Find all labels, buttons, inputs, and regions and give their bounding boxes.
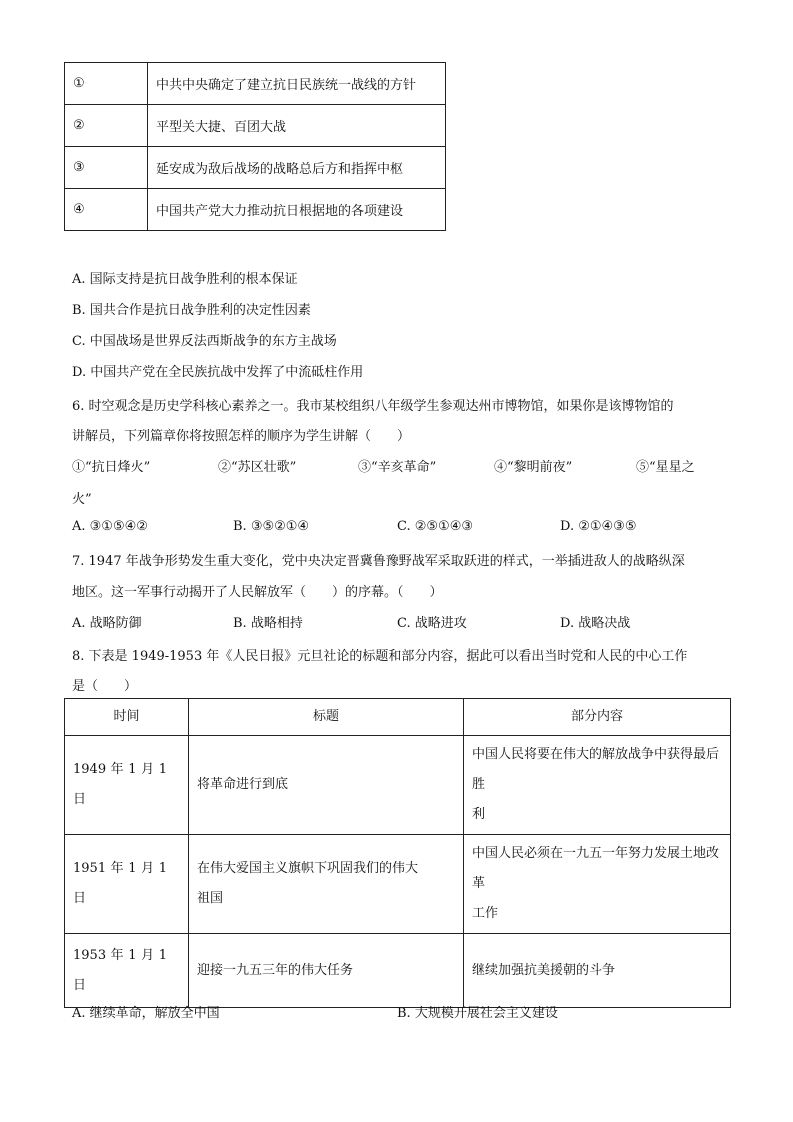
q6-stem-line1: 6. 时空观念是历史学科核心素养之一。我市某校组织八年级学生参观达州市博物馆，如果你是该博物馆的 [72, 399, 674, 414]
row-number: ② [65, 105, 148, 147]
table-header-row [65, 699, 731, 736]
content-cell: 继续加强抗美援朝的斗争 [464, 934, 731, 1008]
q6-item-5-cont: 火” [72, 492, 92, 507]
q5-option-c[interactable]: C. 中国战场是世界反法西斯战争的东方主战场 [72, 334, 337, 349]
table-row [65, 147, 446, 189]
row-number: ④ [65, 189, 148, 231]
q6-option-d[interactable]: D. ②①④③⑤ [560, 519, 637, 534]
row-number: ① [65, 63, 148, 105]
table-row [65, 835, 731, 934]
editorial-table [64, 698, 731, 1008]
row-number: ③ [65, 147, 148, 189]
q7-stem-line2: 地区。这一军事行动揭开了人民解放军（ ）的序幕。（ ） [72, 585, 443, 600]
q6-stem-line2: 讲解员，下列篇章你将按照怎样的顺序为学生讲解（ ） [72, 429, 411, 444]
date-cell: 1949 年 1 月 1 日 [65, 736, 189, 835]
q6-option-b[interactable]: B. ③⑤②①④ [233, 519, 310, 534]
content-cell: 中国人民必须在一九五一年努力发展土地改革 工作 [464, 835, 731, 934]
q6-option-c[interactable]: C. ②⑤①④③ [397, 519, 474, 534]
q7-stem-line1: 7. 1947 年战争形势发生重大变化，党中央决定晋冀鲁豫野战军采取跃进的样式，一举插进敌人的战略纵深 [72, 554, 685, 569]
table-row [65, 189, 446, 231]
q8-stem-line1: 8. 下表是 1949-1953 年《人民日报》元旦社论的标题和部分内容，据此可以看出当时党和人民的中心工作 [72, 649, 688, 664]
q5-option-b[interactable]: B. 国共合作是抗日战争胜利的决定性因素 [72, 303, 311, 318]
title-cell: 在伟大爱国主义旗帜下巩固我们的伟大 祖国 [189, 835, 464, 934]
header-content: 部分内容 [464, 699, 731, 736]
q7-option-b[interactable]: B. 战略相持 [233, 616, 303, 631]
q7-option-a[interactable]: A. 战略防御 [72, 616, 142, 631]
q8-option-b[interactable]: B. 大规模开展社会主义建设 [397, 1006, 558, 1021]
table-row [65, 63, 446, 105]
content-cell: 中国人民将要在伟大的解放战争中获得最后胜 利 [464, 736, 731, 835]
title-cell: 将革命进行到底 [189, 736, 464, 835]
q6-item-5: ⑤“星星之 [636, 460, 695, 475]
q6-item-3: ③“辛亥革命” [358, 460, 437, 475]
q8-stem-line2: 是（ ） [72, 679, 138, 694]
q8-option-a[interactable]: A. 继续革命，解放全中国 [72, 1006, 220, 1021]
q7-option-d[interactable]: D. 战略决战 [560, 616, 631, 631]
row-text: 中共中央确定了建立抗日民族统一战线的方针 [148, 63, 446, 105]
q7-option-c[interactable]: C. 战略进攻 [397, 616, 467, 631]
q6-item-1: ①“抗日烽火” [72, 460, 151, 475]
q6-item-4: ④“黎明前夜” [494, 460, 573, 475]
q6-item-2: ②“苏区壮歌” [218, 460, 297, 475]
header-time: 时间 [65, 699, 189, 736]
table-row [65, 105, 446, 147]
table-row [65, 736, 731, 835]
header-title: 标题 [189, 699, 464, 736]
row-text: 延安成为敌后战场的战略总后方和指挥中枢 [148, 147, 446, 189]
table-row [65, 934, 731, 1008]
q6-option-a[interactable]: A. ③①⑤④② [72, 519, 148, 534]
q5-option-d[interactable]: D. 中国共产党在全民族抗战中发挥了中流砥柱作用 [72, 365, 364, 380]
title-cell: 迎接一九五三年的伟大任务 [189, 934, 464, 1008]
date-cell: 1953 年 1 月 1 日 [65, 934, 189, 1008]
event-table [64, 62, 446, 231]
date-cell: 1951 年 1 月 1 日 [65, 835, 189, 934]
row-text: 中国共产党大力推动抗日根据地的各项建设 [148, 189, 446, 231]
row-text: 平型关大捷、百团大战 [148, 105, 446, 147]
q5-option-a[interactable]: A. 国际支持是抗日战争胜利的根本保证 [72, 272, 298, 287]
